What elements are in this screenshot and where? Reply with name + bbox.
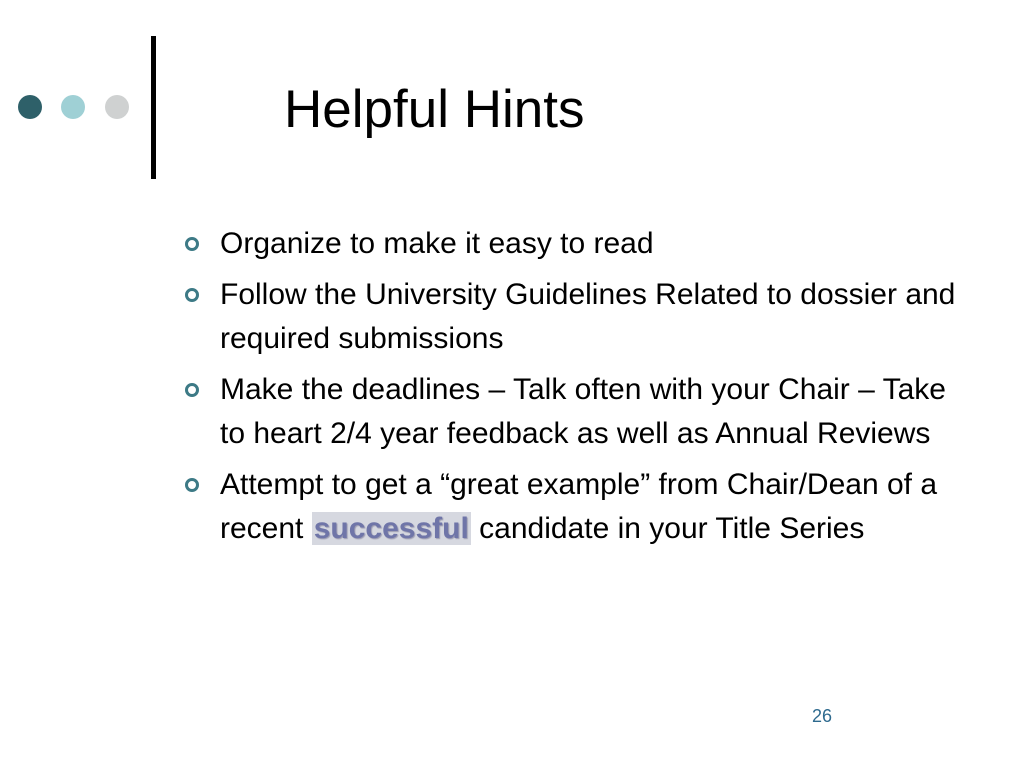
- bullet-item: [180, 222, 960, 266]
- light-teal-dot-icon: [61, 95, 85, 119]
- gray-dot-icon: [105, 95, 129, 119]
- dark-teal-dot-icon: [18, 95, 42, 119]
- bullet-text: Organize to make it easy to read: [220, 227, 654, 260]
- bullet-item: [180, 368, 960, 456]
- ring-bullet-icon: [185, 237, 199, 251]
- ring-bullet-icon: [185, 383, 199, 397]
- bullet-text: Follow the University Guidelines Related to dossier and required submissions: [220, 278, 956, 355]
- title-divider-line: [151, 36, 156, 179]
- bullet-text: Make the deadlines – Talk often with your Chair – Take to heart 2/4 year feedback as well as Annual Reviews: [220, 373, 946, 450]
- bullet-text-before: Attempt to get a “great example” from Chair/Dean of a recent: [220, 468, 937, 545]
- bullet-item: [180, 463, 960, 551]
- bullet-item: [180, 273, 960, 361]
- page-number: 26: [812, 706, 833, 726]
- slide-title: Helpful Hints: [284, 80, 585, 139]
- ring-bullet-icon: [185, 288, 199, 302]
- bullet-list: [180, 222, 960, 558]
- emphasized-word: successful: [313, 512, 469, 545]
- decorative-dots: [0, 0, 160, 200]
- bullet-text-after: candidate in your Title Series: [470, 512, 865, 545]
- ring-bullet-icon: [185, 478, 199, 492]
